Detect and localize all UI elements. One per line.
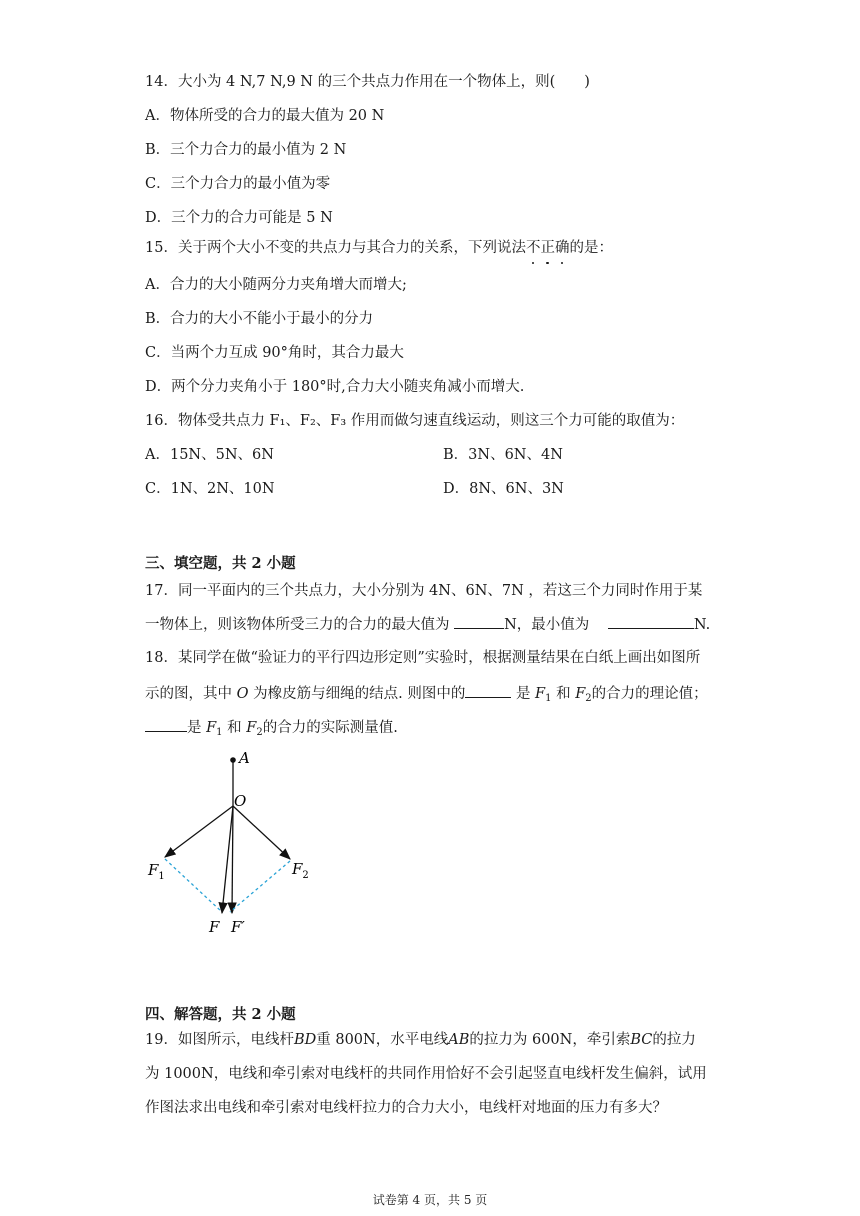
section-heading-solve: 四、解答题，共 2 小题 — [145, 1006, 296, 1023]
q14-stem: 14．大小为 4 N,7 N,9 N 的三个共点力作用在一个物体上，则( ) — [145, 74, 590, 90]
q15-option-a: A．合力的大小随两分力夹角增大而增大; — [145, 277, 407, 293]
q19-line1: 19．如图所示，电线杆BD重 800N，水平电线AB的拉力为 600N，牵引索BC的拉力 — [145, 1032, 696, 1048]
q16-stem: 16．物体受共点力 F₁、F₂、F₃ 作用而做匀速直线运动，则这三个力可能的取值为： — [145, 413, 685, 429]
q16-option-d: D．8N、6N、3N — [443, 481, 564, 497]
force-diagram — [140, 740, 340, 945]
answer-blank — [465, 682, 511, 698]
label-f2: $F_2$ — [292, 860, 309, 881]
q14-option-b: B．三个力合力的最小值为 2 N — [145, 142, 347, 158]
label-o: O — [234, 792, 247, 810]
point-a-dot — [230, 757, 236, 763]
q15-stem: 15．关于两个大小不变的共点力与其合力的关系，下列说法不正确的是： — [145, 240, 613, 256]
q19-line2: 为 1000N，电线和牵引索对电线杆的共同作用恰好不会引起竖直电线杆发生偏斜，试用 — [145, 1066, 707, 1082]
q16-option-c: C．1N、2N、10N — [145, 481, 275, 497]
label-f: F — [209, 918, 220, 936]
q14-option-d: D．三个力的合力可能是 5 N — [145, 210, 333, 226]
q17-line2: 一物体上，则该物体所受三力的合力的最大值为 N，最小值为 N. — [145, 613, 710, 635]
q14-option-c: C．三个力合力的最小值为零 — [145, 176, 331, 192]
label-f-prime: F′ — [231, 918, 245, 936]
arrow-f2 — [233, 806, 290, 859]
q18-line2: 示的图，其中 O 为橡皮筋与细绳的结点. 则图中的 是 $F_1$ 和 $F_2$的合力的理论值； — [145, 682, 708, 709]
page-footer: 试卷第 4 页，共 5 页 — [372, 1193, 488, 1207]
q18-line3: 是 $F_1$ 和 $F_2$的合力的实际测量值. — [145, 716, 398, 743]
section-heading-fill-in: 三、填空题，共 2 小题 — [145, 555, 296, 572]
arrow-f1 — [165, 806, 233, 857]
emphasis-dot-char: 不 — [525, 240, 541, 256]
label-f1: $F_1$ — [148, 861, 165, 882]
q16-option-b: B．3N、6N、4N — [443, 447, 563, 463]
q14-option-a: A．物体所受的合力的最大值为 20 N — [145, 108, 385, 124]
emphasis-dot-char: 确 — [554, 240, 570, 256]
q15-option-c: C．当两个力互成 90°角时，其合力最大 — [145, 345, 404, 361]
q16-option-a: A．15N、5N、6N — [145, 447, 274, 463]
q17-line1: 17．同一平面内的三个共点力，大小分别为 4N、6N、7N ，若这三个力同时作用于某 — [145, 583, 703, 599]
emphasis-dot-char: 正 — [540, 240, 555, 256]
dashed-side-f1 — [165, 859, 222, 912]
arrow-f — [222, 806, 233, 913]
dashed-side-f2 — [230, 861, 290, 912]
q15-option-b: B．合力的大小不能小于最小的分力 — [145, 311, 374, 327]
answer-blank — [145, 716, 187, 732]
q19-line3: 作图法求出电线和牵引索对电线杆拉力的合力大小，电线杆对地面的压力有多大？ — [145, 1100, 667, 1116]
q18-line1: 18．某同学在做“验证力的平行四边形定则”实验时，根据测量结果在白纸上画出如图所 — [145, 650, 701, 666]
q15-option-d: D．两个分力夹角小于 180°时,合力大小随夹角减小而增大. — [145, 379, 525, 395]
answer-blank — [608, 613, 694, 629]
label-a: A — [239, 749, 250, 767]
answer-blank — [454, 613, 504, 629]
arrow-f-prime — [232, 806, 233, 913]
